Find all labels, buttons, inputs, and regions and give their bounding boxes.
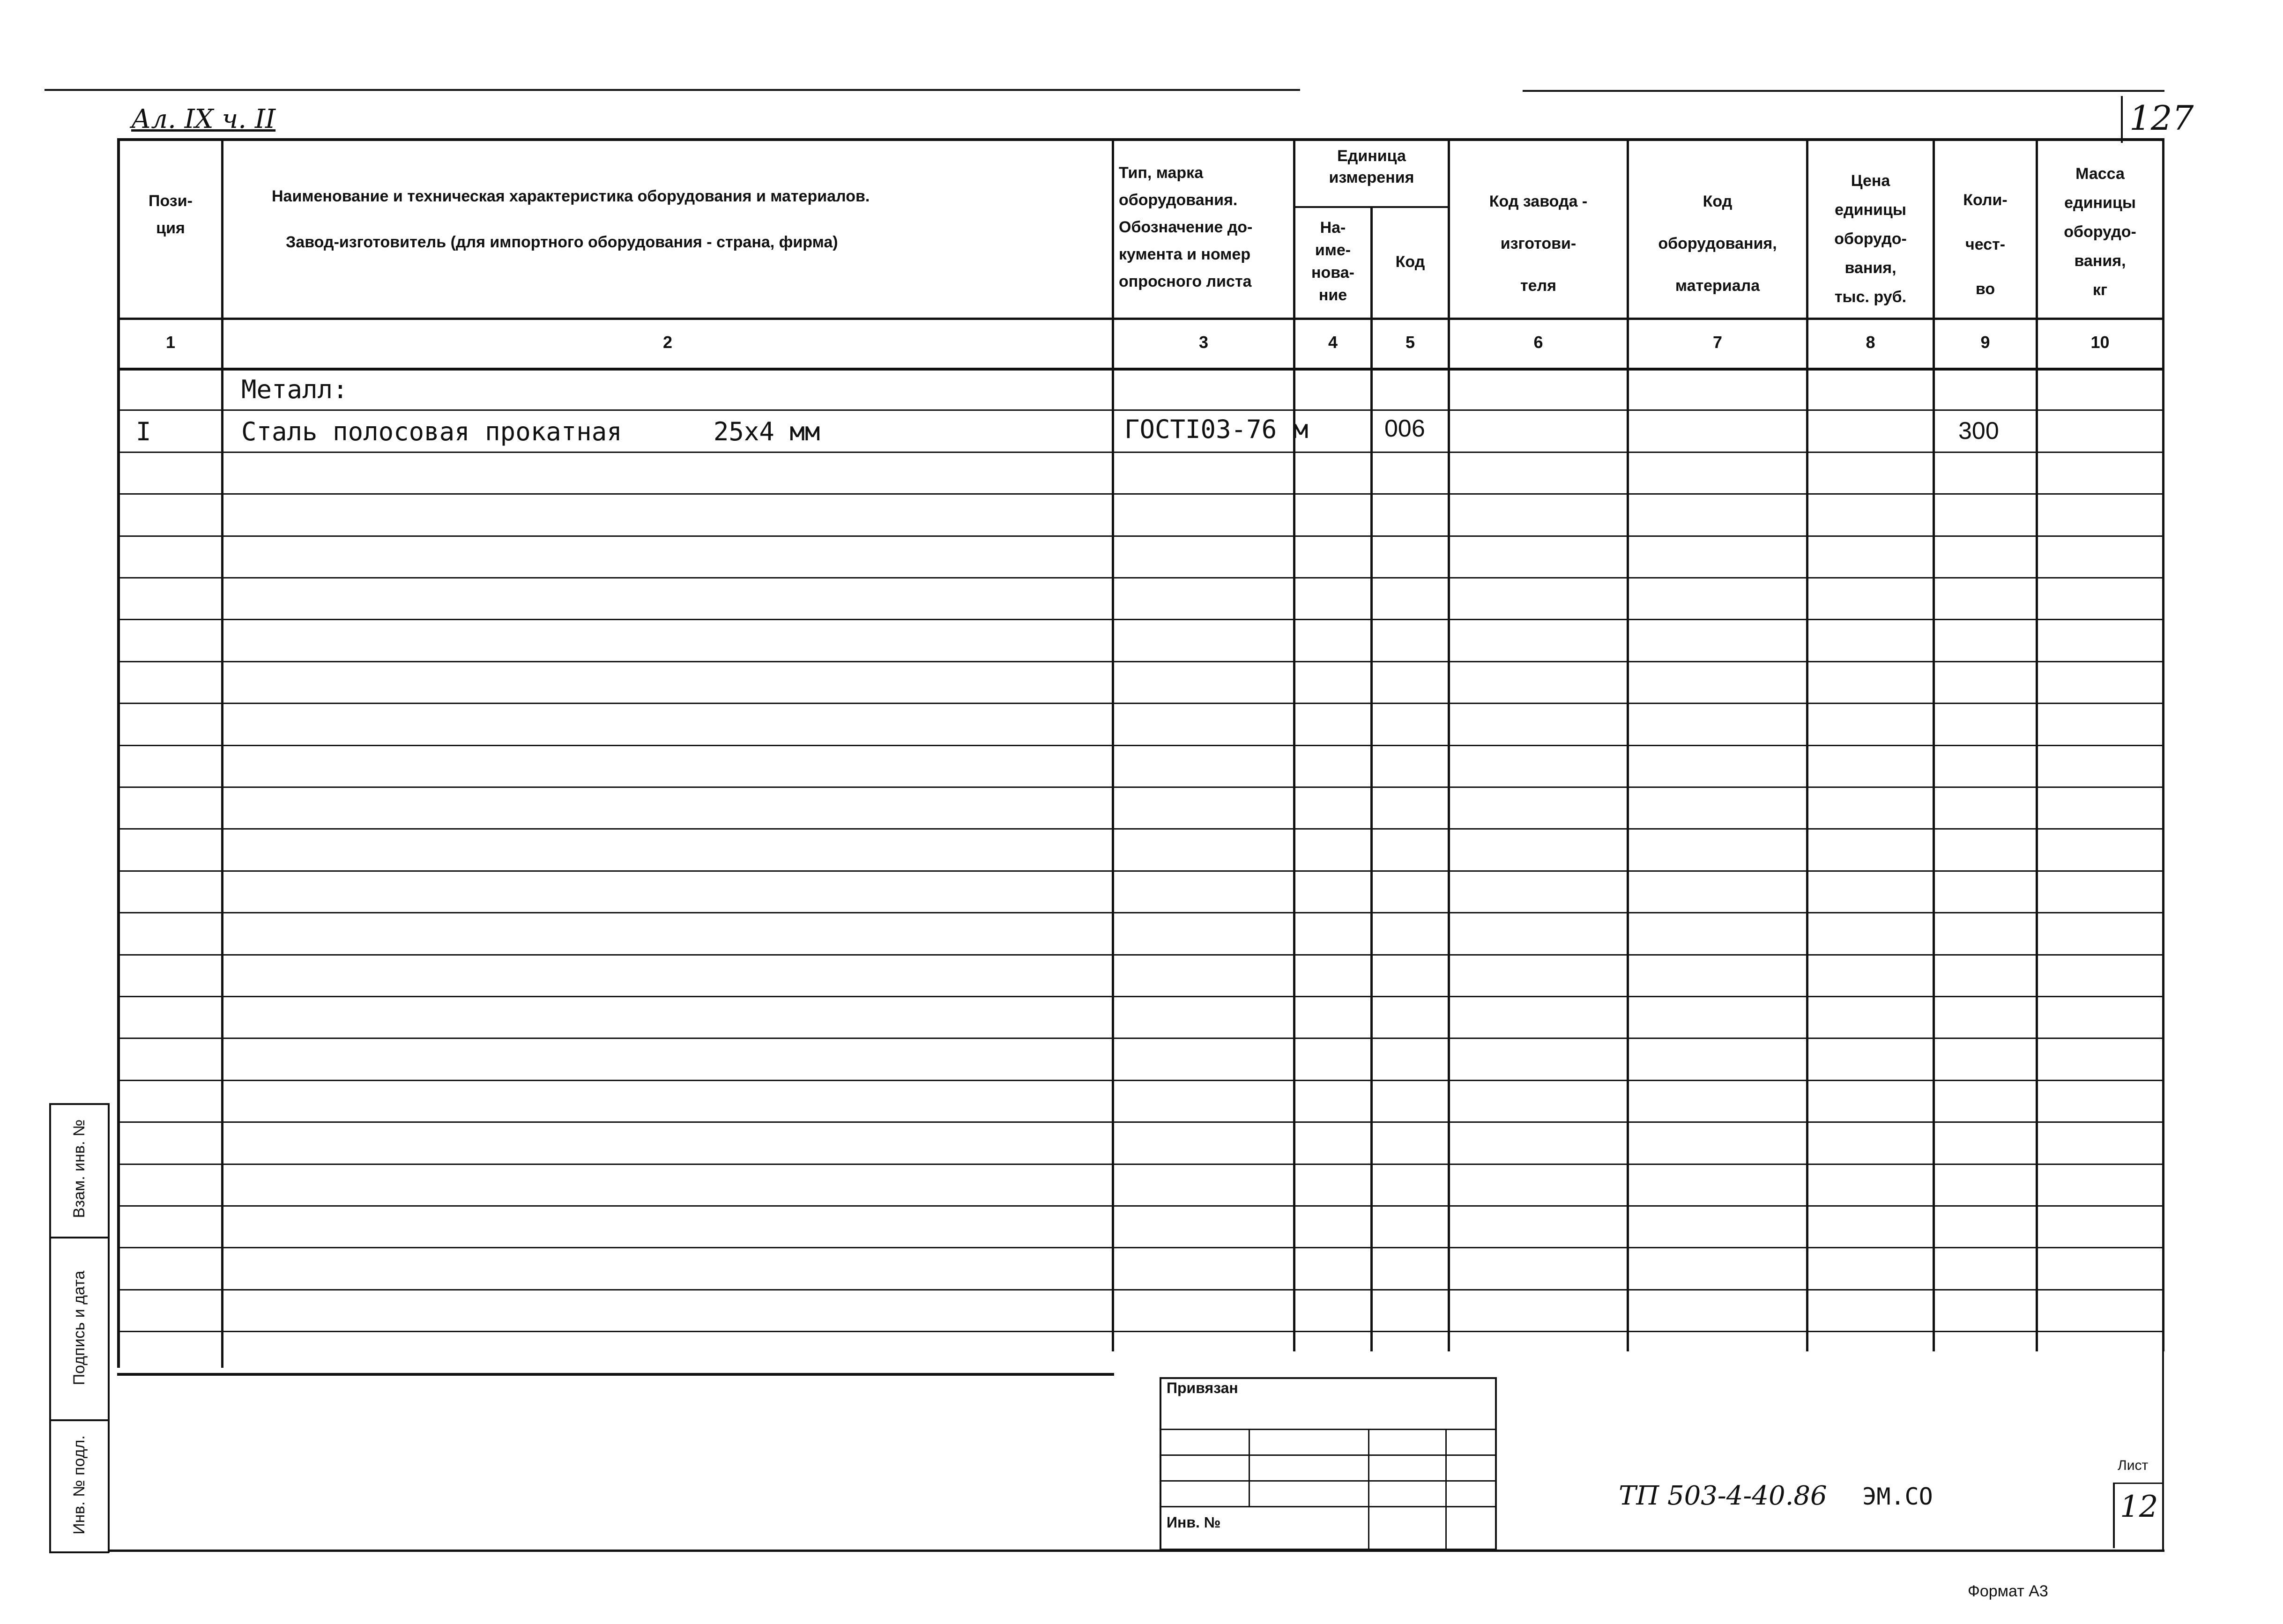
header-col10: Масса единицы оборудо- вания, кг bbox=[2064, 165, 2136, 299]
row-2-qty: 300 bbox=[1958, 417, 1999, 445]
stamp-inv-podl: Инв. № подл. bbox=[70, 1435, 88, 1535]
unit-group-divider bbox=[1293, 206, 1448, 208]
header-col4: На- име- нова- ние bbox=[1311, 219, 1354, 304]
table-row-line bbox=[117, 1247, 2164, 1248]
table-row-line bbox=[117, 535, 2164, 537]
col-divider-4 bbox=[1370, 206, 1373, 1351]
table-row-line bbox=[117, 1331, 2164, 1332]
stamp-vzam: Взам. инв. № bbox=[70, 1119, 88, 1218]
table-left-border bbox=[117, 138, 120, 1368]
table-row-line bbox=[117, 912, 2164, 913]
stamp-div-1 bbox=[49, 1237, 109, 1238]
privyazan-col-2 bbox=[1368, 1429, 1369, 1550]
header-col3: Тип, марка оборудования. Обозначение до- кумента и номер опросного листа bbox=[1119, 164, 1253, 290]
table-row-line bbox=[117, 1205, 2164, 1207]
header-col7: Код оборудования, материала bbox=[1658, 193, 1777, 295]
colnum-3: 3 bbox=[1198, 333, 1209, 352]
table-row-line bbox=[117, 619, 2164, 620]
table-row-line bbox=[117, 1289, 2164, 1290]
header-unit-group: Единица измерения bbox=[1329, 147, 1414, 186]
header-col1: Пози- ция bbox=[149, 192, 193, 237]
header-bottom-border bbox=[117, 318, 2164, 320]
page-number: 127 bbox=[2129, 98, 2194, 138]
header-col6: Код завода - изготови- теля bbox=[1489, 193, 1588, 295]
volume-ref: Ал. IX ч. II bbox=[131, 104, 276, 134]
colnum-8: 8 bbox=[1866, 333, 1875, 352]
sheet-bottom-border bbox=[109, 1550, 2164, 1552]
colnum-2: 2 bbox=[662, 333, 673, 352]
table-row-line bbox=[117, 996, 2164, 997]
colnum-bottom-border bbox=[117, 368, 2164, 371]
row-2-pos: I bbox=[136, 417, 151, 446]
colnum-7: 7 bbox=[1712, 333, 1723, 352]
col-divider-1 bbox=[221, 138, 223, 1368]
table-row-line bbox=[117, 1373, 1114, 1376]
inv-no-label: Инв. № bbox=[1167, 1514, 1221, 1531]
table-row-line bbox=[117, 954, 2164, 956]
row-2-code: 006 bbox=[1384, 415, 1425, 442]
row-1-name: Металл: bbox=[241, 375, 348, 404]
table-row-line bbox=[117, 577, 2164, 578]
top-rule-left bbox=[45, 89, 1300, 91]
table-row-line bbox=[117, 493, 2164, 495]
table-row-line bbox=[117, 452, 2164, 453]
stamp-podpis: Подпись и дата bbox=[70, 1270, 88, 1386]
row-2-unit: м bbox=[1293, 415, 1309, 444]
table-row-line bbox=[117, 786, 2164, 788]
table-row-line bbox=[117, 828, 2164, 830]
colnum-1: 1 bbox=[165, 333, 176, 352]
doc-code: ТП 503-4-40.86 ЭМ.СО bbox=[1619, 1481, 1933, 1511]
colnum-9: 9 bbox=[1980, 333, 1990, 352]
sheet-label: Лист bbox=[2118, 1458, 2149, 1473]
table-row-line bbox=[117, 745, 2164, 746]
table-row-line bbox=[117, 1121, 2164, 1123]
colnum-10: 10 bbox=[2090, 333, 2110, 352]
stamp-left-border bbox=[49, 1103, 51, 1553]
privyazan-col-1 bbox=[1249, 1429, 1250, 1506]
top-rule-right bbox=[1523, 90, 2164, 92]
table-row-line bbox=[117, 870, 2164, 872]
privyazan-label: Привязан bbox=[1167, 1379, 1238, 1396]
table-row-line bbox=[117, 1164, 2164, 1165]
sheet-right-border-lower bbox=[2162, 1351, 2164, 1552]
row-2-name: Сталь полосовая прокатная 25х4 мм bbox=[241, 417, 820, 446]
colnum-6: 6 bbox=[1533, 333, 1543, 352]
table-row-line bbox=[117, 661, 2164, 662]
stamp-bottom bbox=[49, 1551, 109, 1553]
page-number-divider bbox=[2121, 96, 2123, 143]
row-2-doc: ГОСТI03-76 bbox=[1124, 415, 1277, 444]
header-col2: Наименование и техническая характеристика оборудования и материалов. Завод-изготовитель (для импортного оборудования - страна, фирма) bbox=[272, 187, 870, 251]
table-row-line bbox=[117, 1080, 2164, 1081]
header-col9: Коли- чест- во bbox=[1963, 191, 2008, 298]
stamp-right-border bbox=[108, 1103, 110, 1553]
table-row-line bbox=[117, 409, 2164, 411]
header-col8: Цена единицы оборудо- вания, тыс. руб. bbox=[1834, 172, 1907, 306]
colnum-5: 5 bbox=[1405, 333, 1415, 352]
sheet-number: 12 bbox=[2120, 1490, 2158, 1524]
colnum-4: 4 bbox=[1328, 333, 1338, 352]
format-label: Формат А3 bbox=[1968, 1582, 2048, 1600]
table-row-line bbox=[117, 1038, 2164, 1039]
header-col5: Код bbox=[1395, 253, 1425, 271]
table-row-line bbox=[117, 703, 2164, 704]
privyazan-col-3 bbox=[1445, 1429, 1447, 1550]
table-top-border bbox=[117, 138, 2164, 141]
